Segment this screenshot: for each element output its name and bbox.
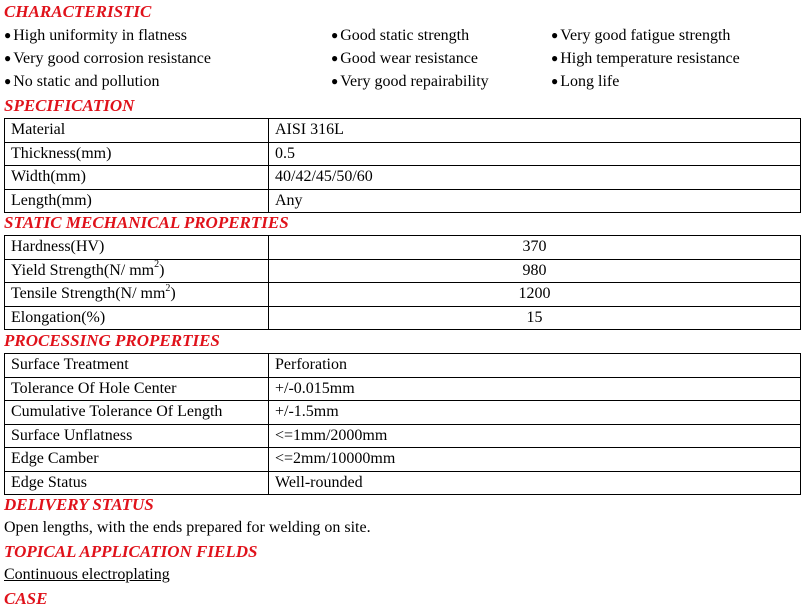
table-row [5,377,801,401]
bullet-icon: ● [4,51,12,65]
table-row [5,471,801,495]
processing-value: +/-0.015mm [269,377,801,401]
property-label: Tensile Strength(N/ $mm^2$) [5,283,269,307]
processing-label: Surface Treatment [5,354,269,378]
characteristic-item: ● Good wear resistance [331,50,478,67]
bullet-icon: ● [551,28,559,42]
processing-label: Edge Status [5,471,269,495]
property-label: Yield Strength(N/ $mm^2$) [5,259,269,283]
delivery-text: Open lengths, with the ends prepared for welding on site. [4,519,371,536]
property-value: 370 [269,236,801,260]
characteristic-item: ● Very good fatigue strength [551,27,731,44]
bullet-icon: ● [551,51,559,65]
application-link[interactable]: Continuous electroplating [4,566,170,583]
spec-value: 40/42/45/50/60 [269,166,801,190]
processing-label: Surface Unflatness [5,424,269,448]
property-label: Elongation(%) [5,306,269,330]
characteristic-item: ● High temperature resistance [551,50,740,67]
table-row [5,401,801,425]
spec-value: Any [269,189,801,213]
property-label: Hardness(HV) [5,236,269,260]
property-value: 980 [269,259,801,283]
processing-value: Well-rounded [269,471,801,495]
static-mechanical-table [4,235,801,330]
bullet-icon: ● [331,51,339,65]
table-row [5,189,801,213]
delivery-heading: DELIVERY STATUS [4,495,154,514]
table-row [5,424,801,448]
spec-label: Width(mm) [5,166,269,190]
processing-heading: PROCESSING PROPERTIES [4,331,220,350]
table-row [5,259,801,283]
spec-value: 0.5 [269,142,801,166]
spec-value: AISI 316L [269,119,801,143]
processing-table [4,353,801,495]
bullet-icon: ● [551,74,559,88]
static-mechanical-heading: STATIC MECHANICAL PROPERTIES [4,213,289,232]
characteristic-item: ● Good static strength [331,27,470,44]
processing-value: +/-1.5mm [269,401,801,425]
characteristic-item: ● No static and pollution [4,73,160,90]
table-row [5,448,801,472]
table-row [5,354,801,378]
specification-table [4,118,801,213]
table-row [5,283,801,307]
characteristic-item: ● Long life [551,73,620,90]
processing-label: Edge Camber [5,448,269,472]
spec-label: Material [5,119,269,143]
table-row [5,236,801,260]
application-heading: TOPICAL APPLICATION FIELDS [4,542,258,561]
processing-label: Tolerance Of Hole Center [5,377,269,401]
property-value: 15 [269,306,801,330]
characteristic-item: ● High uniformity in flatness [4,27,188,44]
table-row [5,119,801,143]
characteristic-item: ● Very good corrosion resistance [4,50,211,67]
characteristic-item: ● Very good repairability [331,73,489,90]
processing-value: <=2mm/10000mm [269,448,801,472]
spec-label: Length(mm) [5,189,269,213]
table-row [5,166,801,190]
bullet-icon: ● [331,74,339,88]
table-row [5,306,801,330]
bullet-icon: ● [331,28,339,42]
characteristic-heading: CHARACTERISTIC [4,2,152,21]
case-heading: CASE [4,589,48,608]
table-row [5,142,801,166]
processing-value: <=1mm/2000mm [269,424,801,448]
processing-value: Perforation [269,354,801,378]
property-value: 1200 [269,283,801,307]
specification-heading: SPECIFICATION [4,96,135,115]
processing-label: Cumulative Tolerance Of Length [5,401,269,425]
spec-label: Thickness(mm) [5,142,269,166]
bullet-icon: ● [4,28,12,42]
bullet-icon: ● [4,74,12,88]
